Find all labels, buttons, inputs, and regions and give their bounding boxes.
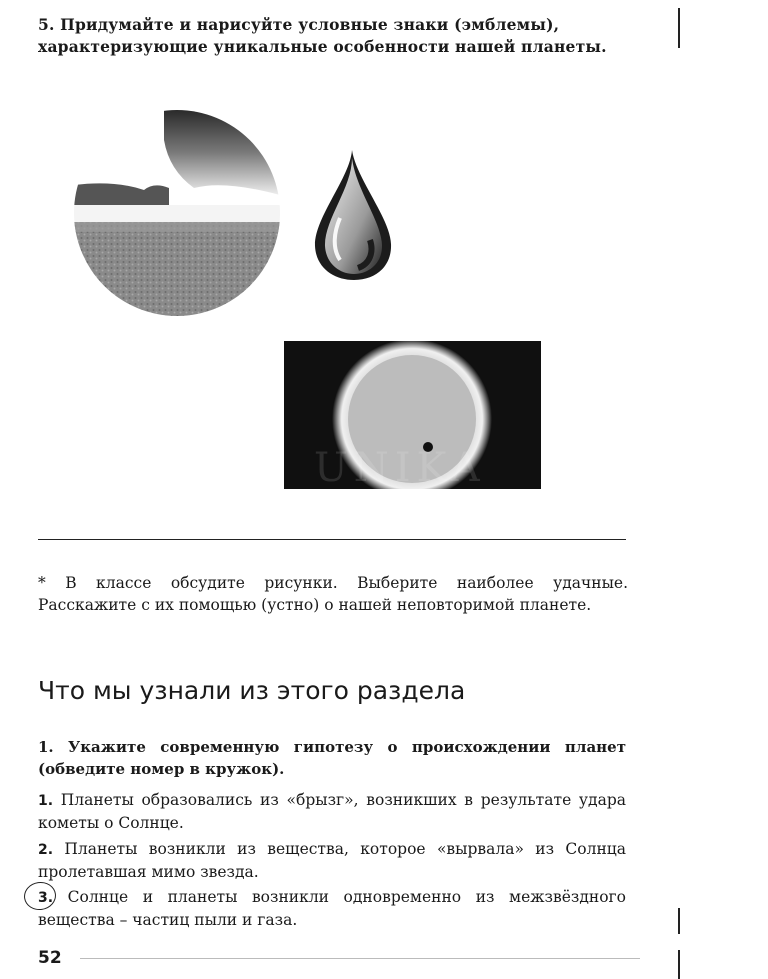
page-number: 52	[38, 948, 62, 968]
sun-with-planet-transit-emblem	[284, 341, 541, 489]
section-heading: Что мы узнали из этого раздела	[38, 676, 466, 705]
question-1-text: 1. Укажите современную гипотезу о происхождении планет (обведите номер в кружок).	[38, 738, 626, 778]
field-sky-circle-emblem	[74, 110, 280, 316]
task-5-title: 5. Придумайте и нарисуйте условные знаки (эмблемы), характеризующие уникальные особенности нашей планеты.	[38, 15, 607, 56]
answer-line	[38, 539, 626, 540]
answer-option-2	[38, 838, 626, 883]
margin-mark-top	[678, 8, 680, 48]
answer-option-3	[38, 886, 626, 931]
option-number: 2.	[38, 842, 54, 858]
discussion-note: * В классе обсудите рисунки. Выберите наиболее удачные. Расскажите с их помощью (устно) о нашей неповторимой планете.	[38, 574, 628, 614]
option-text: Планеты возникли из вещества, которое «вырвала» из Солнца пролетавшая мимо звезда.	[38, 840, 626, 881]
margin-mark-corner	[678, 950, 680, 979]
footer-rule	[80, 958, 640, 959]
water-drop-emblem	[312, 148, 394, 282]
option-number: 1.	[38, 793, 54, 809]
option-number-circled: 3.	[38, 887, 53, 909]
answer-option-1	[38, 789, 626, 834]
option-text: Солнце и планеты возникли одновременно из межзвёздного вещества – частиц пыли и газа.	[38, 888, 626, 929]
option-text: Планеты образовались из «брызг», возникших в результате удара кометы о Солнце.	[38, 791, 626, 832]
margin-mark-bottom	[678, 908, 680, 934]
svg-text:UNIKA: UNIKA	[314, 445, 486, 489]
